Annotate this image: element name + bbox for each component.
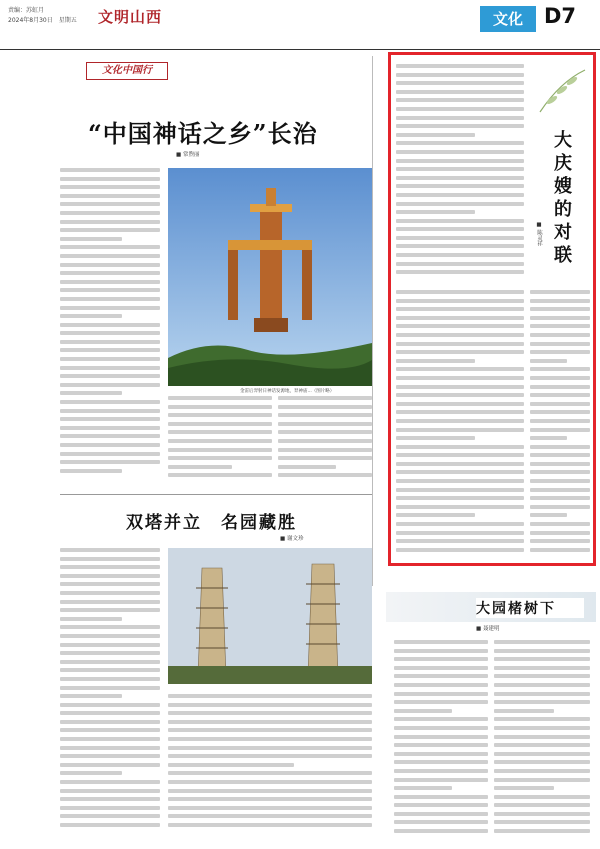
body-text-line — [396, 167, 524, 171]
body-text-line — [278, 396, 372, 400]
body-text-line — [494, 683, 590, 687]
body-text-line — [396, 513, 475, 517]
body-text-line — [60, 660, 160, 664]
body-text-line — [168, 422, 272, 426]
body-text-line — [60, 177, 160, 181]
article-byline: ■ 陈灵祥 — [536, 222, 542, 247]
body-text-line — [60, 668, 160, 672]
body-text-line — [60, 194, 160, 198]
body-text-line — [60, 306, 160, 310]
body-text-line — [168, 694, 372, 698]
body-text-line — [60, 694, 122, 698]
body-text-line — [530, 470, 590, 474]
body-text-line — [494, 692, 590, 696]
body-text-line — [396, 393, 524, 397]
body-text-line — [494, 735, 590, 739]
body-text-line — [60, 763, 160, 767]
body-text-line — [394, 735, 488, 739]
photo-caption: 金雷后羿射日神话发源地，羿神庙...（图片略） — [240, 389, 335, 394]
body-text-line — [494, 778, 590, 782]
body-text-line — [530, 505, 590, 509]
body-text-line — [60, 720, 160, 724]
body-text-line — [494, 709, 554, 713]
page-header — [0, 0, 600, 50]
body-text-line — [530, 436, 567, 440]
body-text-line — [494, 786, 554, 790]
section-badge: 文化 — [480, 6, 536, 32]
header-meta — [8, 6, 77, 26]
body-text-line — [60, 383, 160, 387]
body-text-line — [494, 717, 590, 721]
section-name: 文明山西 — [98, 8, 163, 26]
article-body-column — [278, 396, 372, 484]
section-rule — [60, 494, 372, 495]
body-text-line — [168, 448, 272, 452]
body-text-line — [394, 803, 488, 807]
body-text-line — [394, 743, 488, 747]
body-text-line — [530, 342, 590, 346]
body-text-line — [60, 323, 160, 327]
body-text-line — [60, 746, 160, 750]
body-text-line — [168, 728, 372, 732]
body-text-line — [396, 522, 524, 526]
body-text-line — [396, 402, 524, 406]
body-text-line — [396, 496, 524, 500]
body-text-line — [60, 582, 160, 586]
body-text-line — [168, 789, 372, 793]
body-text-line — [494, 666, 590, 670]
body-text-line — [396, 176, 524, 180]
body-text-line — [168, 396, 272, 400]
body-text-line — [396, 445, 524, 449]
body-text-line — [396, 453, 524, 457]
body-text-line — [394, 829, 488, 833]
body-text-line — [60, 771, 122, 775]
body-text-line — [168, 703, 372, 707]
body-text-line — [168, 473, 272, 477]
body-text-line — [396, 419, 524, 423]
body-text-line — [278, 405, 372, 409]
body-text-line — [60, 245, 160, 249]
body-text-line — [530, 539, 590, 543]
body-text-line — [396, 290, 524, 294]
body-text-line — [396, 307, 524, 311]
article-body-column — [60, 396, 160, 484]
body-text-line — [168, 814, 372, 818]
body-text-line — [394, 769, 488, 773]
body-text-line — [168, 737, 372, 741]
body-text-line — [396, 262, 524, 266]
body-text-line — [278, 422, 372, 426]
body-text-line — [60, 391, 122, 395]
body-text-line — [530, 522, 590, 526]
body-text-line — [60, 548, 160, 552]
body-text-line — [60, 271, 160, 275]
body-text-line — [168, 465, 232, 469]
body-text-line — [60, 780, 160, 784]
body-text-line — [394, 674, 488, 678]
body-text-line — [60, 617, 122, 621]
body-text-line — [394, 649, 488, 653]
body-text-line — [60, 297, 160, 301]
body-text-line — [396, 333, 524, 337]
body-text-line — [168, 439, 272, 443]
body-text-line — [168, 780, 372, 784]
body-text-line — [278, 473, 372, 477]
body-text-line — [530, 290, 590, 294]
body-text-line — [60, 288, 160, 292]
body-text-line — [60, 565, 160, 569]
body-text-line — [60, 237, 122, 241]
article-byline: ■ 聂建明 — [476, 626, 500, 632]
body-text-line — [396, 159, 524, 163]
body-text-line — [60, 651, 160, 655]
body-text-line — [278, 430, 372, 434]
body-text-line — [60, 366, 160, 370]
article-body-column — [396, 290, 524, 558]
body-text-line — [60, 168, 160, 172]
article-body-column — [394, 640, 488, 840]
body-text-line — [396, 253, 524, 257]
body-text-line — [530, 548, 590, 552]
body-text-line — [396, 236, 524, 240]
body-text-line — [60, 814, 160, 818]
body-text-line — [60, 185, 160, 189]
body-text-line — [60, 711, 160, 715]
body-text-line — [494, 795, 590, 799]
body-text-line — [396, 107, 524, 111]
body-text-line — [60, 348, 160, 352]
body-text-line — [530, 333, 590, 337]
body-text-line — [530, 367, 590, 371]
body-text-line — [168, 711, 372, 715]
body-text-line — [60, 357, 160, 361]
body-text-line — [396, 227, 524, 231]
body-text-line — [396, 98, 524, 102]
body-text-line — [394, 752, 488, 756]
body-text-line — [396, 244, 524, 248]
body-text-line — [394, 812, 488, 816]
body-text-line — [278, 413, 372, 417]
header-date: 2024年8月30日 星期五 — [8, 17, 77, 24]
body-text-line — [60, 608, 160, 612]
article-title: “中国神话之乡”长治 — [88, 119, 318, 148]
body-text-line — [396, 193, 524, 197]
body-text-line — [530, 350, 590, 354]
body-text-line — [60, 557, 160, 561]
body-text-line — [396, 531, 524, 535]
body-text-line — [494, 743, 590, 747]
article-title: 双塔并立 名园藏胜 — [126, 513, 297, 533]
body-text-line — [530, 419, 590, 423]
body-text-line — [530, 385, 590, 389]
twin-pagoda-photo — [168, 548, 372, 684]
body-text-line — [60, 254, 160, 258]
body-text-line — [530, 496, 590, 500]
body-text-line — [494, 657, 590, 661]
body-text-line — [396, 90, 524, 94]
body-text-line — [394, 726, 488, 730]
body-text-line — [396, 270, 524, 274]
body-text-line — [530, 393, 590, 397]
body-text-line — [396, 133, 475, 137]
body-text-line — [396, 488, 524, 492]
body-text-line — [396, 316, 524, 320]
body-text-line — [60, 600, 160, 604]
body-text-line — [396, 299, 524, 303]
body-text-line — [494, 726, 590, 730]
article-byline: ■ 常煦丽 — [176, 152, 200, 158]
body-text-line — [396, 219, 524, 223]
article-title: 大庆嫂的对联 — [551, 130, 572, 268]
column-tag: 文化中国行 — [86, 62, 168, 80]
body-text-line — [60, 625, 160, 629]
body-text-line — [60, 754, 160, 758]
body-text-line — [396, 350, 524, 354]
body-text-line — [394, 692, 488, 696]
body-text-line — [530, 531, 590, 535]
body-text-line — [60, 823, 160, 827]
body-text-line — [278, 448, 372, 452]
decorative-leaf — [530, 62, 590, 120]
body-text-line — [168, 413, 272, 417]
body-text-line — [60, 574, 160, 578]
body-text-line — [494, 760, 590, 764]
body-text-line — [396, 367, 524, 371]
body-text-line — [494, 700, 590, 704]
body-text-line — [60, 374, 160, 378]
body-text-line — [396, 81, 524, 85]
body-text-line — [530, 307, 590, 311]
body-text-line — [396, 141, 524, 145]
body-text-line — [494, 769, 590, 773]
body-text-line — [396, 539, 524, 543]
article-body-column — [168, 396, 272, 484]
body-text-line — [396, 505, 524, 509]
body-text-line — [396, 470, 524, 474]
body-text-line — [60, 737, 160, 741]
article-body-column — [494, 640, 590, 840]
body-text-line — [60, 220, 160, 224]
body-text-line — [60, 634, 160, 638]
body-text-line — [396, 116, 524, 120]
body-text-line — [530, 513, 567, 517]
body-text-line — [530, 445, 590, 449]
body-text-line — [168, 720, 372, 724]
body-text-line — [530, 453, 590, 457]
body-text-line — [60, 340, 160, 344]
body-text-line — [396, 410, 524, 414]
body-text-line — [168, 430, 272, 434]
body-text-line — [60, 806, 160, 810]
body-text-line — [60, 677, 160, 681]
body-text-line — [396, 202, 524, 206]
body-text-line — [394, 700, 488, 704]
body-text-line — [168, 405, 272, 409]
body-text-line — [168, 763, 294, 767]
body-text-line — [396, 428, 524, 432]
body-text-line — [530, 462, 590, 466]
body-text-line — [530, 316, 590, 320]
body-text-line — [394, 666, 488, 670]
body-text-line — [278, 456, 372, 460]
body-text-line — [494, 812, 590, 816]
body-text-line — [494, 649, 590, 653]
body-text-line — [530, 488, 590, 492]
body-text-line — [494, 820, 590, 824]
body-text-line — [60, 797, 160, 801]
body-text-line — [396, 479, 524, 483]
column-divider — [372, 56, 373, 586]
body-text-line — [530, 402, 590, 406]
body-text-line — [494, 803, 590, 807]
body-text-line — [396, 184, 524, 188]
body-text-line — [394, 786, 452, 790]
body-text-line — [60, 331, 160, 335]
body-text-line — [60, 703, 160, 707]
body-text-line — [278, 465, 336, 469]
body-text-line — [168, 806, 372, 810]
article-body-column — [530, 290, 590, 558]
body-text-line — [394, 640, 488, 644]
body-text-line — [168, 456, 272, 460]
body-text-line — [396, 150, 524, 154]
body-text-line — [60, 686, 160, 690]
article-title: 大园楮树下 — [476, 598, 584, 618]
body-text-line — [494, 640, 590, 644]
body-text-line — [396, 462, 524, 466]
body-text-line — [396, 124, 524, 128]
body-text-line — [396, 210, 475, 214]
body-text-line — [396, 64, 524, 68]
body-text-line — [394, 717, 488, 721]
article-byline: ■ 谢文珍 — [280, 536, 304, 542]
body-text-line — [278, 439, 372, 443]
body-text-line — [60, 789, 160, 793]
body-text-line — [168, 771, 372, 775]
body-text-line — [60, 263, 160, 267]
body-text-line — [168, 746, 372, 750]
body-text-line — [60, 211, 160, 215]
body-text-line — [168, 797, 372, 801]
body-text-line — [396, 359, 475, 363]
body-text-line — [530, 299, 590, 303]
body-text-line — [168, 754, 372, 758]
header-editor: 责编：苏虹月 — [8, 7, 45, 14]
body-text-line — [530, 428, 590, 432]
body-text-line — [60, 728, 160, 732]
article-body-column — [168, 694, 372, 840]
body-text-line — [394, 795, 488, 799]
page-number: D7 — [544, 4, 577, 28]
body-text-line — [60, 202, 160, 206]
article-body-column — [396, 64, 524, 284]
body-text-line — [530, 324, 590, 328]
body-text-line — [394, 709, 452, 713]
article-body-column — [60, 548, 160, 838]
body-text-line — [494, 752, 590, 756]
body-text-line — [530, 359, 567, 363]
body-text-line — [168, 823, 372, 827]
body-text-line — [394, 778, 488, 782]
body-text-line — [530, 410, 590, 414]
body-text-line — [530, 479, 590, 483]
temple-photo — [168, 168, 372, 386]
body-text-line — [396, 73, 524, 77]
body-text-line — [494, 674, 590, 678]
body-text-line — [394, 657, 488, 661]
body-text-line — [60, 643, 160, 647]
body-text-line — [396, 385, 524, 389]
body-text-line — [60, 228, 160, 232]
body-text-line — [60, 280, 160, 284]
body-text-line — [396, 324, 524, 328]
body-text-line — [394, 760, 488, 764]
body-text-line — [60, 314, 122, 318]
body-text-line — [396, 548, 524, 552]
body-text-line — [530, 376, 590, 380]
body-text-line — [396, 342, 524, 346]
body-text-line — [394, 683, 488, 687]
body-text-line — [394, 820, 488, 824]
body-text-line — [60, 591, 160, 595]
body-text-line — [396, 376, 524, 380]
body-text-line — [396, 436, 475, 440]
body-text-line — [494, 829, 590, 833]
